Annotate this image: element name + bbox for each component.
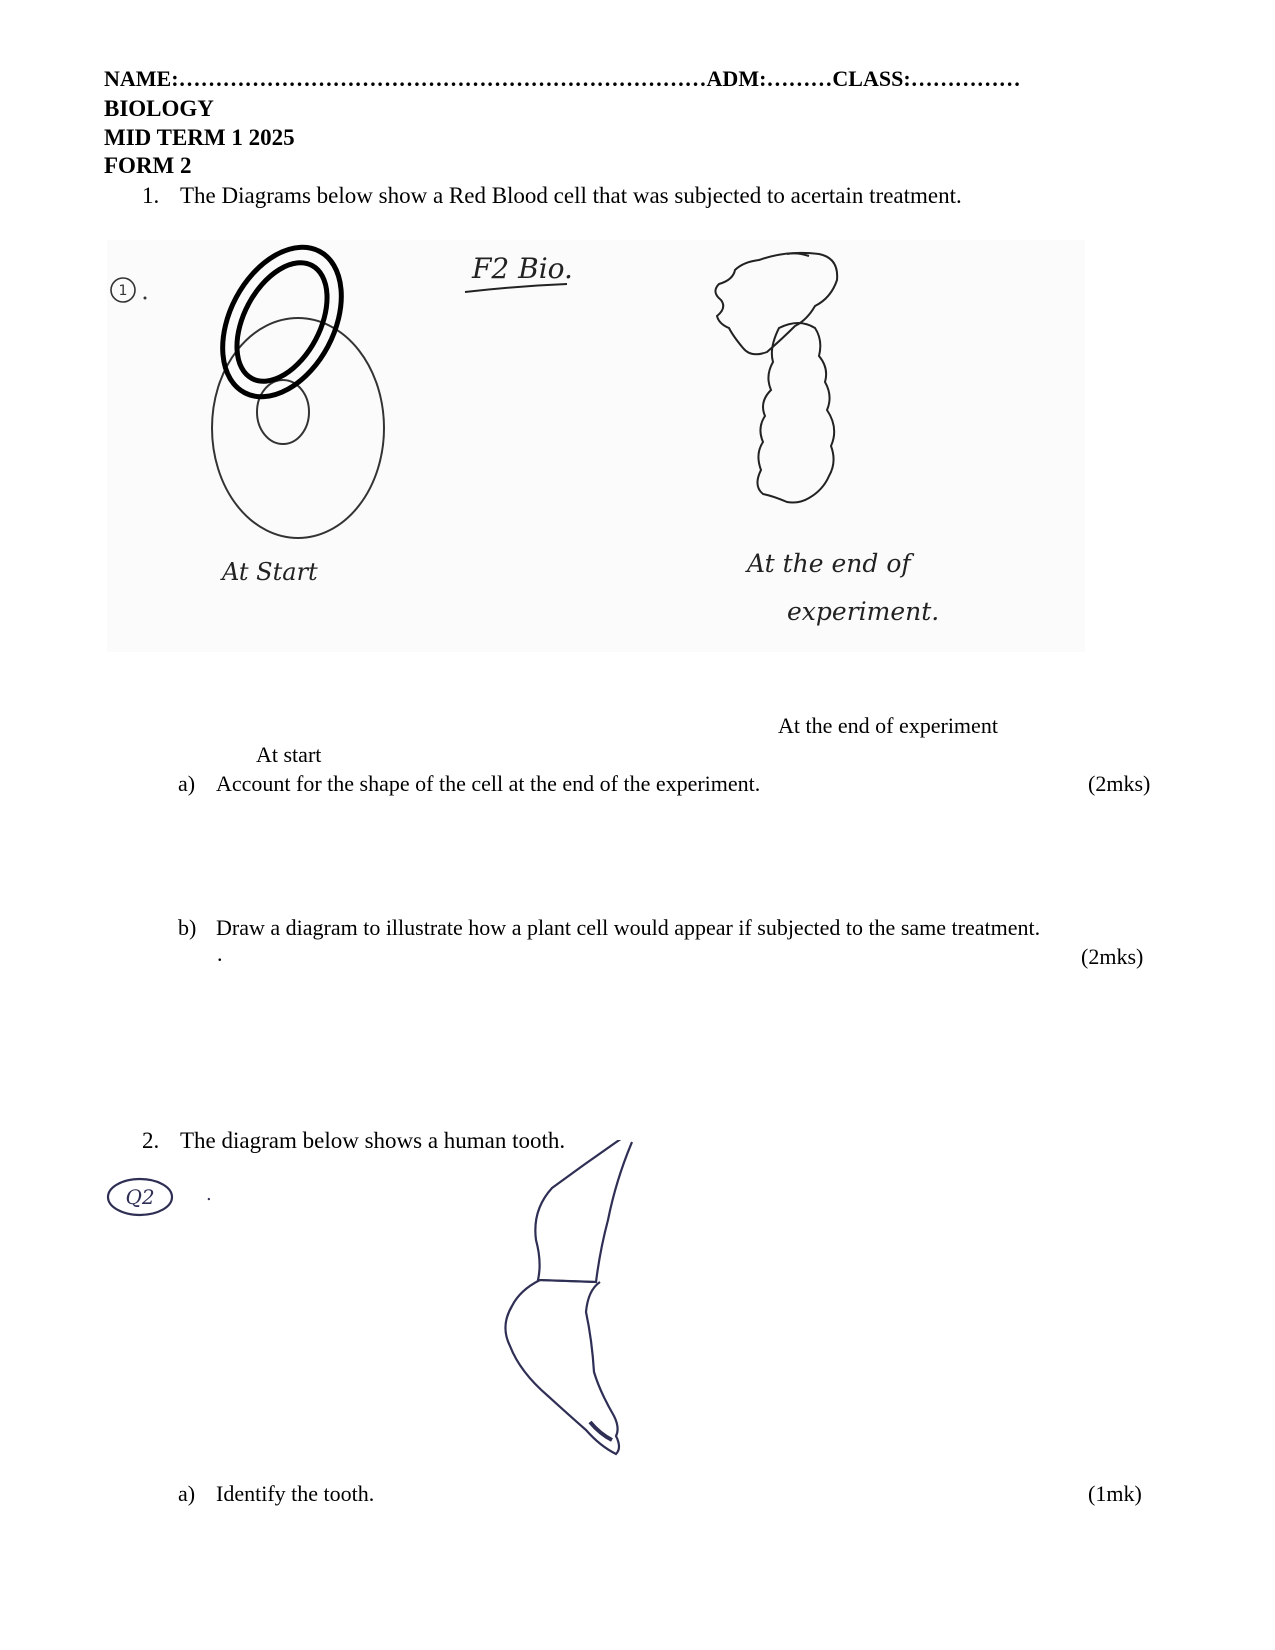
question-2a-text: Identify the tooth. [216, 1481, 375, 1506]
svg-text:Q2: Q2 [125, 1185, 155, 1209]
question-2a-letter: a) [178, 1481, 196, 1506]
caption-at-end: At the end of experiment [778, 713, 998, 738]
question-1b [178, 915, 1040, 941]
term-heading: MID TERM 1 2025 [104, 125, 295, 150]
question-1-number: 1. [142, 183, 160, 208]
question-1 [142, 182, 962, 209]
at-end-handwritten-label-line2: experiment. [787, 597, 940, 626]
svg-text:F2 Bio.: F2 Bio. [472, 252, 573, 285]
human-tooth-diagram [100, 1140, 700, 1480]
red-blood-cell-diagram-photo [107, 240, 1085, 652]
question-2a-marks: (1mk) [1088, 1481, 1142, 1506]
question-1a-text: Account for the shape of the cell at the end of the experiment. [216, 771, 761, 796]
question-1b-marks: (2mks) [1081, 944, 1144, 969]
question-2-number: 2. [142, 1128, 160, 1153]
tooth-drawing [505, 1140, 632, 1454]
subject-heading: BIOLOGY [104, 96, 214, 121]
form-heading: FORM 2 [104, 153, 192, 178]
paper-background [107, 240, 1085, 652]
caption-at-start: At start [256, 742, 322, 767]
question-1a-letter: a) [178, 771, 196, 796]
question-1b-text: Draw a diagram to illustrate how a plant cell would appear if subjected to the same treatment. [216, 915, 1041, 940]
question-2-text: The diagram below shows a human tooth. [180, 1128, 566, 1153]
question-1b-dot: . [217, 941, 223, 966]
question-1b-letter: b) [178, 915, 197, 940]
question-1-text: The Diagrams below show a Red Blood cell that was subjected to acertain treatment. [180, 183, 962, 208]
question-1a-marks: (2mks) [1088, 771, 1151, 796]
question-2a [178, 1481, 374, 1507]
at-end-handwritten-label-line1: At the end of [747, 549, 911, 578]
question-1a [178, 771, 760, 797]
question-2-handwritten-mark [108, 1179, 212, 1215]
at-start-handwritten-label: At Start [222, 558, 318, 586]
svg-text:1: 1 [118, 283, 128, 299]
name-adm-class-line[interactable]: NAME:………………………………………………………………ADM:………CLASS:…………… [104, 66, 1021, 91]
svg-text:.: . [206, 1184, 212, 1205]
